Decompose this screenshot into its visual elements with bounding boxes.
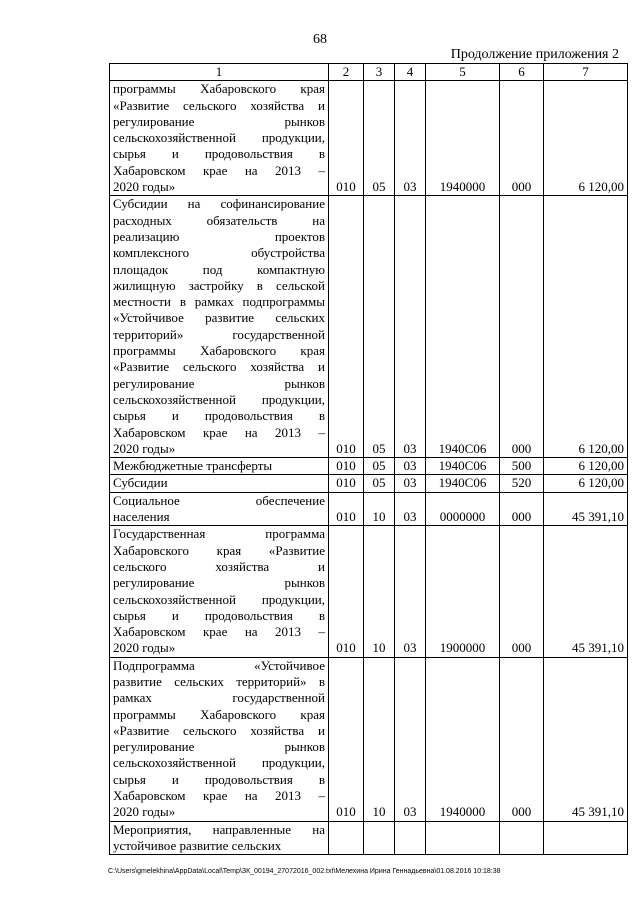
description-line: сырья и продовольствия в — [113, 607, 325, 623]
code-column-2: 010 — [329, 526, 364, 657]
row-description — [110, 657, 329, 821]
description-line: Межбюджетные трансферты — [113, 458, 273, 474]
expense-type-code: 000 — [500, 526, 544, 657]
description-line: 2020 годы» — [113, 804, 176, 820]
description-line: комплексного обустройства — [113, 245, 325, 261]
expense-type-code: 000 — [500, 81, 544, 196]
table-row — [110, 526, 628, 657]
code-column-4: 03 — [395, 492, 426, 526]
amount: 6 120,00 — [544, 458, 628, 475]
description-line: программы Хабаровского края — [113, 81, 325, 97]
column-header: 1 — [110, 64, 329, 81]
table-row — [110, 821, 628, 855]
row-description — [110, 526, 329, 657]
description-line: Мероприятия, направленные на — [113, 821, 325, 837]
expense-type-code: 520 — [500, 475, 544, 492]
description-line: рамках государственной — [113, 690, 325, 706]
expense-type-code: 000 — [500, 492, 544, 526]
description-line: устойчивое развитие сельских — [113, 837, 282, 853]
description-line: Подпрограмма «Устойчивое — [113, 657, 325, 673]
code-column-3: 05 — [364, 475, 395, 492]
file-path-footer: C:\Users\gmelekhina\AppData\Local\Temp\ЗК_00194_27072016_002.txt\Мелехина Ирина Геннадьевна\01.08.2016 10:18:38 — [108, 868, 501, 875]
code-column-3 — [364, 821, 395, 855]
code-column-3: 10 — [364, 526, 395, 657]
code-column-3: 10 — [364, 492, 395, 526]
amount — [544, 821, 628, 855]
description-line: «Развитие сельского хозяйства и — [113, 97, 325, 113]
appendix-continuation-note: Продолжение приложения 2 — [450, 47, 619, 62]
amount: 45 391,10 — [544, 492, 628, 526]
target-code: 1940С06 — [426, 196, 500, 458]
amount: 45 391,10 — [544, 526, 628, 657]
description-line: сырья и продовольствия в — [113, 146, 325, 162]
description-line: сельскохозяйственной продукции, — [113, 391, 325, 407]
description-line: «Устойчивое развитие сельских — [113, 310, 325, 326]
row-description — [110, 475, 329, 492]
target-code: 1940000 — [426, 657, 500, 821]
table-row — [110, 475, 628, 492]
table-header-row — [110, 64, 628, 81]
description-line: территорий» государственной — [113, 326, 325, 342]
description-line: программы Хабаровского края — [113, 706, 325, 722]
description-line: регулирование рынков — [113, 739, 325, 755]
description-line: «Развитие сельского хозяйства и — [113, 359, 325, 375]
column-header: 3 — [364, 64, 395, 81]
description-line: Субсидии — [113, 475, 168, 491]
description-line: программы Хабаровского края — [113, 343, 325, 359]
description-line: сельского хозяйства и — [113, 558, 325, 574]
column-header: 5 — [426, 64, 500, 81]
table-row — [110, 492, 628, 526]
column-header: 7 — [544, 64, 628, 81]
description-line: жилищную застройку в сельской — [113, 277, 325, 293]
description-line: 2020 годы» — [113, 440, 176, 456]
code-column-2: 010 — [329, 81, 364, 196]
description-line: Хабаровском крае на 2013 – — [113, 424, 325, 440]
description-line: сырья и продовольствия в — [113, 408, 325, 424]
expense-type-code — [500, 821, 544, 855]
description-line: сельскохозяйственной продукции, — [113, 130, 325, 146]
description-line: местности в рамках подпрограммы — [113, 294, 325, 310]
code-column-2 — [329, 821, 364, 855]
amount: 45 391,10 — [544, 657, 628, 821]
code-column-3: 10 — [364, 657, 395, 821]
column-header: 4 — [395, 64, 426, 81]
column-header: 2 — [329, 64, 364, 81]
description-line: сырья и продовольствия в — [113, 771, 325, 787]
description-line: Хабаровском крае на 2013 – — [113, 624, 325, 640]
column-header: 6 — [500, 64, 544, 81]
description-line: реализацию проектов — [113, 228, 325, 244]
target-code: 1940С06 — [426, 458, 500, 475]
description-line: «Развитие сельского хозяйства и — [113, 722, 325, 738]
expense-type-code: 000 — [500, 196, 544, 458]
code-column-2: 010 — [329, 475, 364, 492]
description-line: Субсидии на софинансирование — [113, 196, 325, 212]
code-column-2: 010 — [329, 458, 364, 475]
code-column-4: 03 — [395, 196, 426, 458]
row-description — [110, 196, 329, 458]
code-column-3: 05 — [364, 458, 395, 475]
code-column-3: 05 — [364, 81, 395, 196]
code-column-4: 03 — [395, 526, 426, 657]
target-code: 0000000 — [426, 492, 500, 526]
table-row — [110, 196, 628, 458]
code-column-2: 010 — [329, 657, 364, 821]
amount: 6 120,00 — [544, 196, 628, 458]
code-column-4: 03 — [395, 657, 426, 821]
amount: 6 120,00 — [544, 81, 628, 196]
table-row — [110, 657, 628, 821]
page-number: 68 — [313, 32, 327, 47]
target-code: 1940С06 — [426, 475, 500, 492]
row-description — [110, 81, 329, 196]
code-column-4 — [395, 821, 426, 855]
description-line: регулирование рынков — [113, 575, 325, 591]
code-column-2: 010 — [329, 492, 364, 526]
expense-type-code: 500 — [500, 458, 544, 475]
code-column-4: 03 — [395, 458, 426, 475]
description-line: Хабаровского края «Развитие — [113, 542, 325, 558]
description-line: населения — [113, 509, 170, 525]
target-code — [426, 821, 500, 855]
description-line: площадок под компактную — [113, 261, 325, 277]
code-column-4: 03 — [395, 81, 426, 196]
description-line: развитие сельских территорий» в — [113, 673, 325, 689]
amount: 6 120,00 — [544, 475, 628, 492]
code-column-2: 010 — [329, 196, 364, 458]
description-line: Хабаровском крае на 2013 – — [113, 788, 325, 804]
code-column-4: 03 — [395, 475, 426, 492]
target-code: 1940000 — [426, 81, 500, 196]
row-description — [110, 821, 329, 855]
description-line: сельскохозяйственной продукции, — [113, 755, 325, 771]
description-line: регулирование рынков — [113, 113, 325, 129]
code-column-3: 05 — [364, 196, 395, 458]
target-code: 1900000 — [426, 526, 500, 657]
expense-type-code: 000 — [500, 657, 544, 821]
description-line: сельскохозяйственной продукции, — [113, 591, 325, 607]
budget-table — [109, 63, 628, 855]
description-line: регулирование рынков — [113, 375, 325, 391]
row-description — [110, 492, 329, 526]
description-line: Государственная программа — [113, 526, 325, 542]
table-row — [110, 81, 628, 196]
row-description — [110, 458, 329, 475]
description-line: Хабаровском крае на 2013 – — [113, 162, 325, 178]
table-row — [110, 458, 628, 475]
description-line: 2020 годы» — [113, 640, 176, 656]
description-line: Социальное обеспечение — [113, 492, 325, 508]
description-line: 2020 годы» — [113, 179, 176, 195]
description-line: расходных обязательств на — [113, 212, 325, 228]
